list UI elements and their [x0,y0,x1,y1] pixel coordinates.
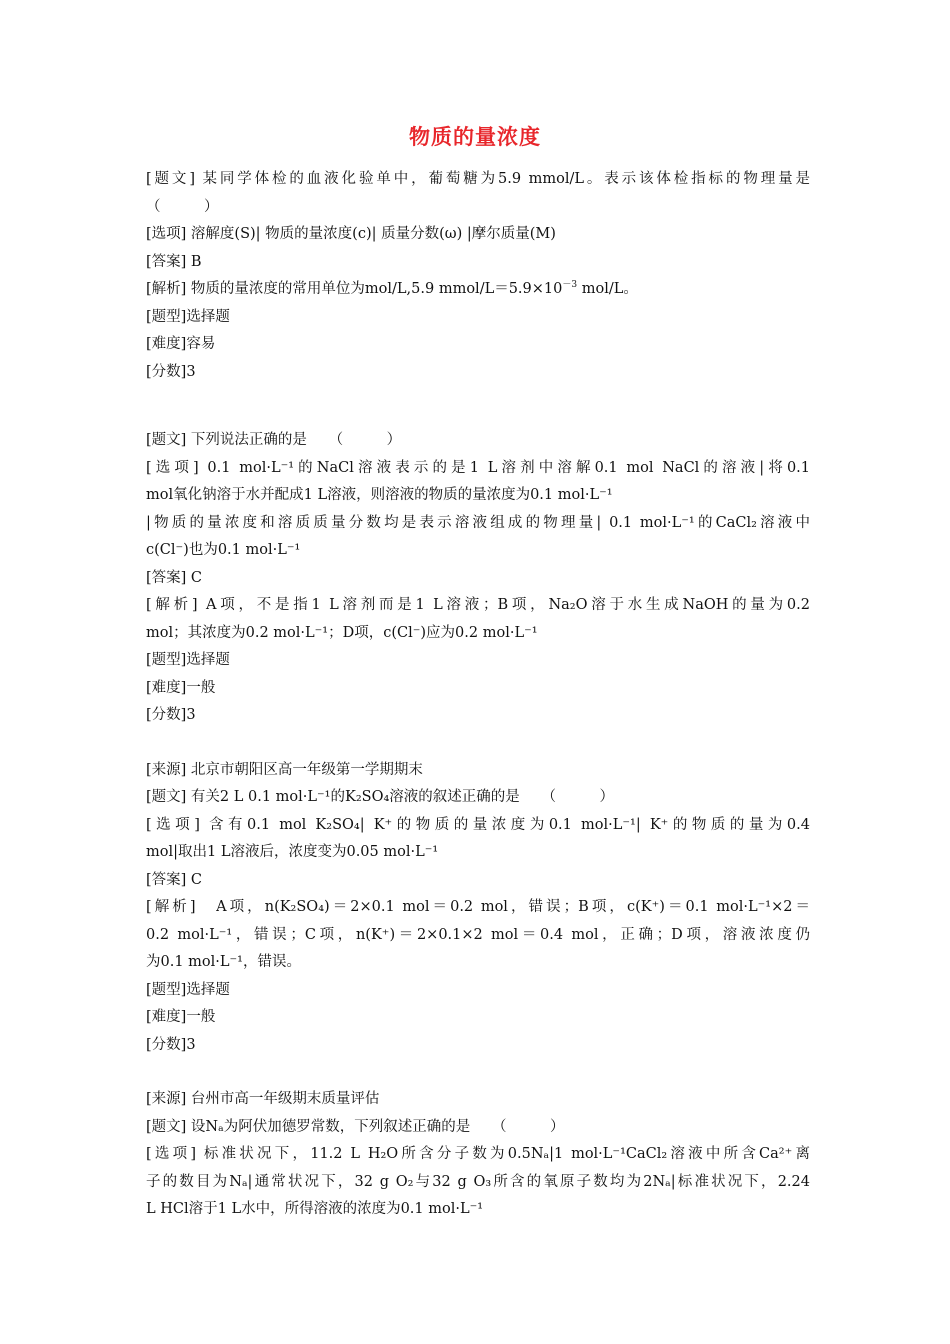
q1-stem: [题文] 某同学体检的血液化验单中，葡萄糖为5.9 mmol/L。表示该体检指标的物理量是 [146,171,810,187]
document-body [146,166,810,1224]
q3-score: [分数]3 [146,1036,196,1053]
question-2 [146,427,810,730]
q1-score: [分数]3 [146,363,196,380]
q2-options-line-1: [选项] 0.1 mol·L⁻¹的NaCl溶液表示的是1 L溶剂中溶解0.1 mol NaCl的溶液|将0.1 [146,459,810,476]
q4-options-line-2: 子的数目为Nₐ|通常状况下，32 g O₂与32 g O₃所含的氧原子数均为2Nₐ|标准状况下，2.24 [146,1173,810,1190]
spacer [146,386,810,427]
q4-options-line-1: [选项] 标准状况下，11.2 L H₂O所含分子数为0.5Nₐ|1 mol·L⁻¹CaCl₂溶液中所含Ca²⁺离 [146,1146,810,1162]
q1-answer: [答案] B [146,253,202,270]
q2-type: [题型]选择题 [146,652,230,668]
q3-analysis-line-2: 0.2 mol·L⁻¹，错误；C项，n(K⁺)＝2×0.1×2 mol＝0.4 mol，正确；D项，溶液浓度仍 [146,926,810,943]
q4-options-line-3: L HCl溶于1 L水中，所得溶液的浓度为0.1 mol·L⁻¹ [146,1201,484,1217]
q2-options-line-4: c(Cl⁻)也为0.1 mol·L⁻¹ [146,542,301,558]
question-4 [146,1086,810,1224]
question-1 [146,166,810,386]
q2-options-line-3: |物质的量浓度和溶质质量分数均是表示溶液组成的物理量| 0.1 mol·L⁻¹的CaCl₂溶液中 [146,514,810,531]
q2-difficulty: [难度]一般 [146,679,216,696]
q2-answer: [答案] C [146,569,203,586]
q2-analysis-line-1: [解析] A项，不是指1 L溶剂而是1 L溶液；B项，Na₂O溶于水生成NaOH的量为0.2 [146,597,810,613]
q3-answer: [答案] C [146,871,203,888]
q1-analysis-exponent: －3 [562,280,578,290]
q3-analysis-line-3: 为0.1 mol·L⁻¹，错误。 [146,954,301,970]
q1-difficulty: [难度]容易 [146,336,216,352]
question-3 [146,757,810,1060]
spacer [146,1059,810,1086]
q1-analysis [146,276,810,304]
q1-options: [选项] 溶解度(S)| 物质的量浓度(c)| 质量分数(ω) |摩尔质量(M) [146,226,556,242]
q3-analysis-line-1: [解析] A项，n(K₂SO₄)＝2×0.1 mol＝0.2 mol，错误；B项，c(K⁺)＝0.1 mol·L⁻¹×2＝ [146,899,810,915]
page-title: 物质的量浓度 [409,125,541,149]
q1-analysis-text: [解析] 物质的量浓度的常用单位为mol/L,5.9 mmol/L＝5.9×10 [146,281,563,297]
q1-stem-blank: （ ） [146,198,219,215]
q3-type: [题型]选择题 [146,981,230,998]
q2-score: [分数]3 [146,707,196,723]
q4-source: [来源] 台州市高一年级期末质量评估 [146,1091,380,1107]
q1-type: [题型]选择题 [146,308,230,325]
q2-stem: [题文] 下列说法正确的是 （ ） [146,432,402,448]
q3-stem: [题文] 有关2 L 0.1 mol·L⁻¹的K₂SO₄溶液的叙述正确的是 （ ） [146,789,615,805]
q2-analysis-line-2: mol；其浓度为0.2 mol·L⁻¹；D项，c(Cl⁻)应为0.2 mol·L⁻¹ [146,624,538,641]
q1-analysis-unit: mol/L。 [577,281,638,297]
q2-options-line-2: mol氧化钠溶于水并配成1 L溶液，则溶液的物质的量浓度为0.1 mol·L⁻¹ [146,487,613,503]
q3-options-line-2: mol|取出1 L溶液后，浓度变为0.05 mol·L⁻¹ [146,844,439,860]
spacer [146,730,810,757]
q3-difficulty: [难度]一般 [146,1009,216,1025]
q3-source: [来源] 北京市朝阳区高一年级第一学期期末 [146,761,423,778]
q4-stem: [题文] 设Nₐ为阿伏加德罗常数，下列叙述正确的是 （ ） [146,1118,565,1135]
q3-options-line-1: [选项] 含有0.1 mol K₂SO₄| K⁺的物质的量浓度为0.1 mol·L⁻¹| K⁺的物质的量为0.4 [146,816,810,833]
